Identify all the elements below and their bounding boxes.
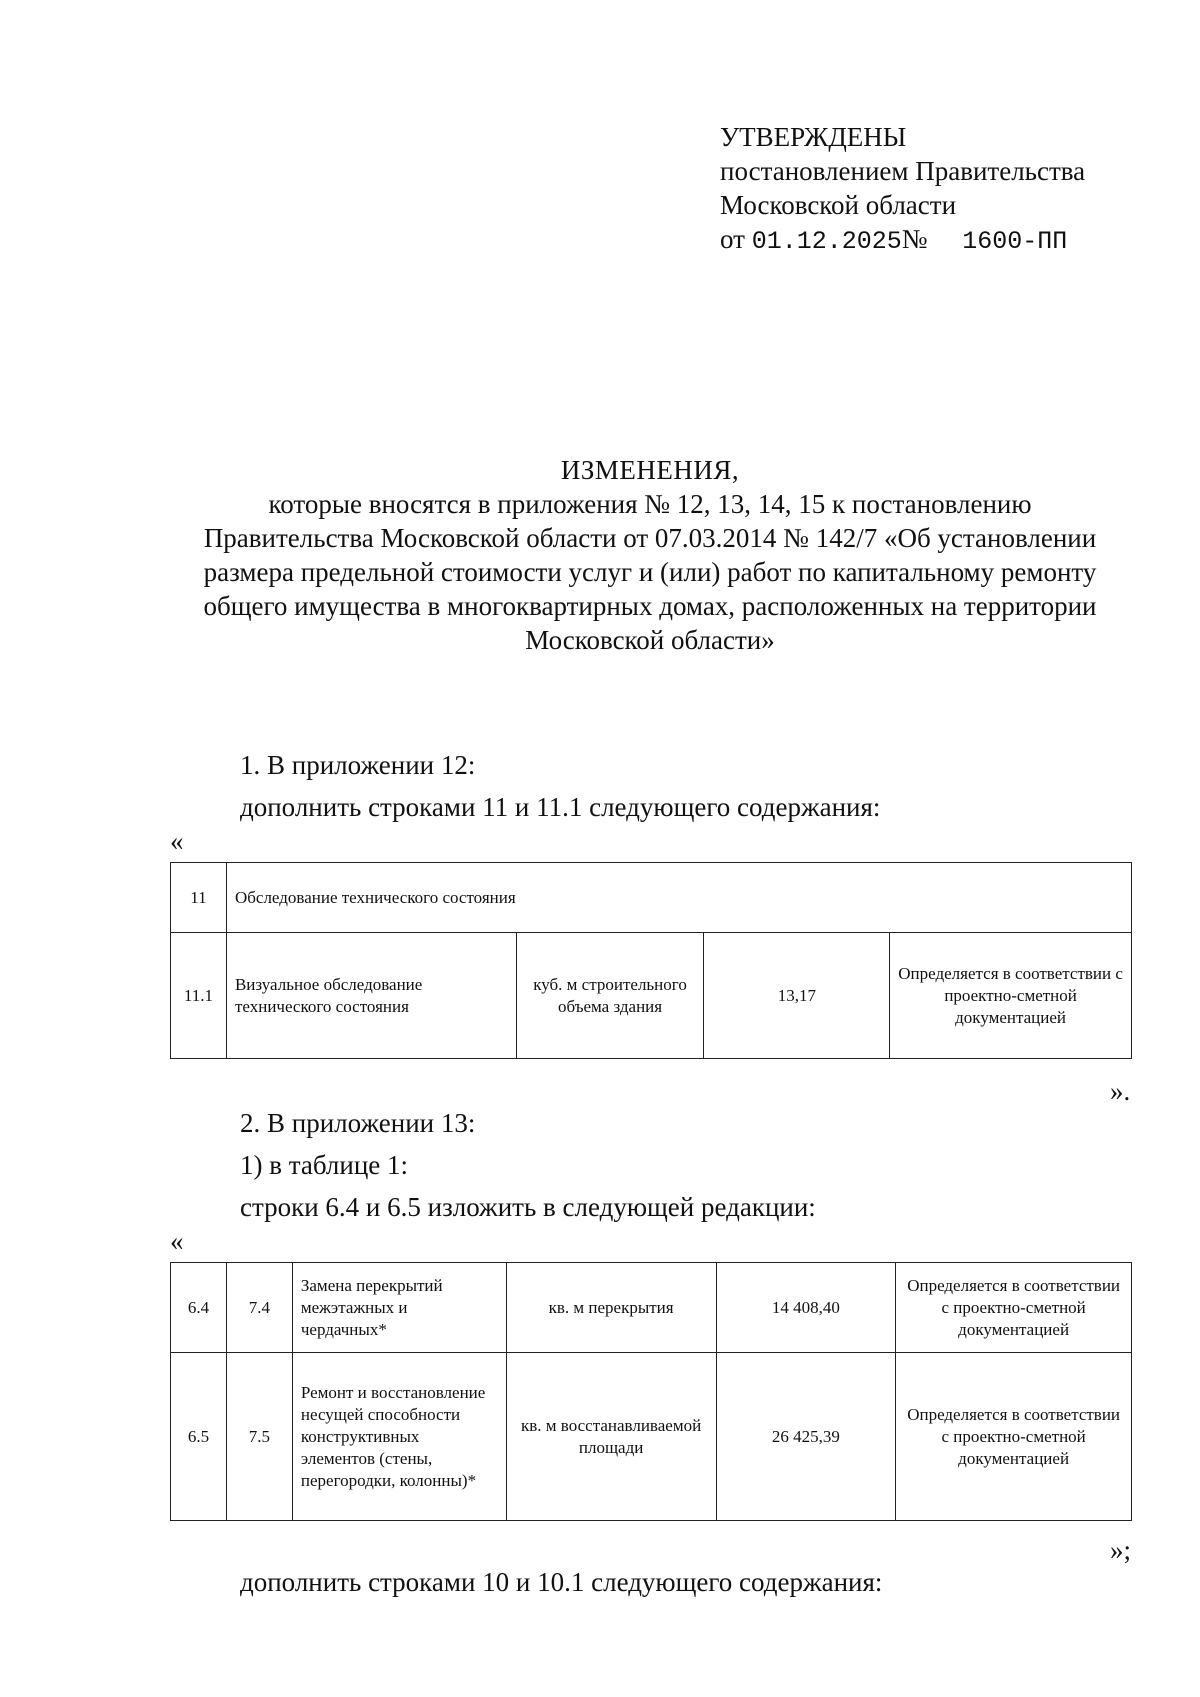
approval-number: 1600-ПП [962, 227, 1068, 256]
open-quote: « [170, 826, 184, 856]
section1-heading: 1. В приложении 12: [240, 750, 476, 780]
number-sign: № [901, 224, 928, 254]
section2-instruction-2: дополнить строками 10 и 10.1 следующего содержания: [240, 1567, 883, 1597]
work-name: Замена перекрытий межэтажных и чердачных* [292, 1263, 506, 1353]
row-heading: Обследование технического состояния [226, 863, 1131, 933]
row-number-2: 7.4 [226, 1263, 292, 1353]
title-line: Правительства Московской области от 07.03.2014 № 142/7 «Об установлении [203, 523, 1097, 553]
section2-heading: 2. В приложении 13: [240, 1108, 476, 1138]
section2-sub: 1) в таблице 1: [240, 1150, 409, 1180]
title-line: Московской области» [525, 625, 775, 655]
approval-title: УТВЕРЖДЕНЫ [720, 122, 907, 152]
table-row [171, 1353, 1132, 1521]
unit: куб. м строительного объема здания [516, 933, 704, 1059]
close-quote: ». [1110, 1076, 1131, 1106]
document-title [160, 453, 1140, 657]
unit: кв. м восстанавливаемой площади [506, 1353, 716, 1521]
unit: кв. м перекрытия [506, 1263, 716, 1353]
price: 13,17 [704, 933, 890, 1059]
approval-stamp [720, 120, 1085, 259]
note: Определяется в соответствии с проектно-сметной документацией [896, 1263, 1132, 1353]
table-row [171, 1263, 1132, 1353]
row-number-2: 7.5 [226, 1353, 292, 1521]
table-appendix-12 [170, 862, 1132, 1059]
row-number: 6.5 [171, 1353, 227, 1521]
title-line: размера предельной стоимости услуг и (или) работ по капитальному ремонту [203, 557, 1097, 587]
open-quote: « [170, 1226, 184, 1256]
table-appendix-13 [170, 1262, 1132, 1521]
section1-instruction: дополнить строками 11 и 11.1 следующего содержания: [240, 792, 881, 822]
date-prefix: от [720, 224, 745, 254]
work-name: Ремонт и восстановление несущей способности конструктивных элементов (стены, перегородки, колонны)* [292, 1353, 506, 1521]
table-row [171, 933, 1132, 1059]
note: Определяется в соответствии с проектно-сметной документацией [890, 933, 1132, 1059]
price: 26 425,39 [716, 1353, 896, 1521]
title-heading: ИЗМЕНЕНИЯ, [560, 455, 740, 485]
row-number: 11 [171, 863, 227, 933]
approval-line-3: Московской области [720, 190, 957, 220]
approval-date: 01.12.2025 [751, 227, 902, 256]
title-line: общего имущества в многоквартирных домах, расположенных на территории [203, 591, 1097, 621]
row-number: 6.4 [171, 1263, 227, 1353]
title-line: которые вносятся в приложения № 12, 13, 14, 15 к постановлению [268, 489, 1032, 519]
row-number: 11.1 [171, 933, 227, 1059]
note: Определяется в соответствии с проектно-сметной документацией [896, 1353, 1132, 1521]
close-quote: »; [1110, 1535, 1132, 1565]
price: 14 408,40 [716, 1263, 896, 1353]
approval-line-2: постановлением Правительства [720, 156, 1086, 186]
work-name: Визуальное обследование технического состояния [226, 933, 516, 1059]
section2-instruction: строки 6.4 и 6.5 изложить в следующей редакции: [240, 1192, 816, 1222]
approval-date-line [720, 222, 1085, 259]
table-row [171, 863, 1132, 933]
